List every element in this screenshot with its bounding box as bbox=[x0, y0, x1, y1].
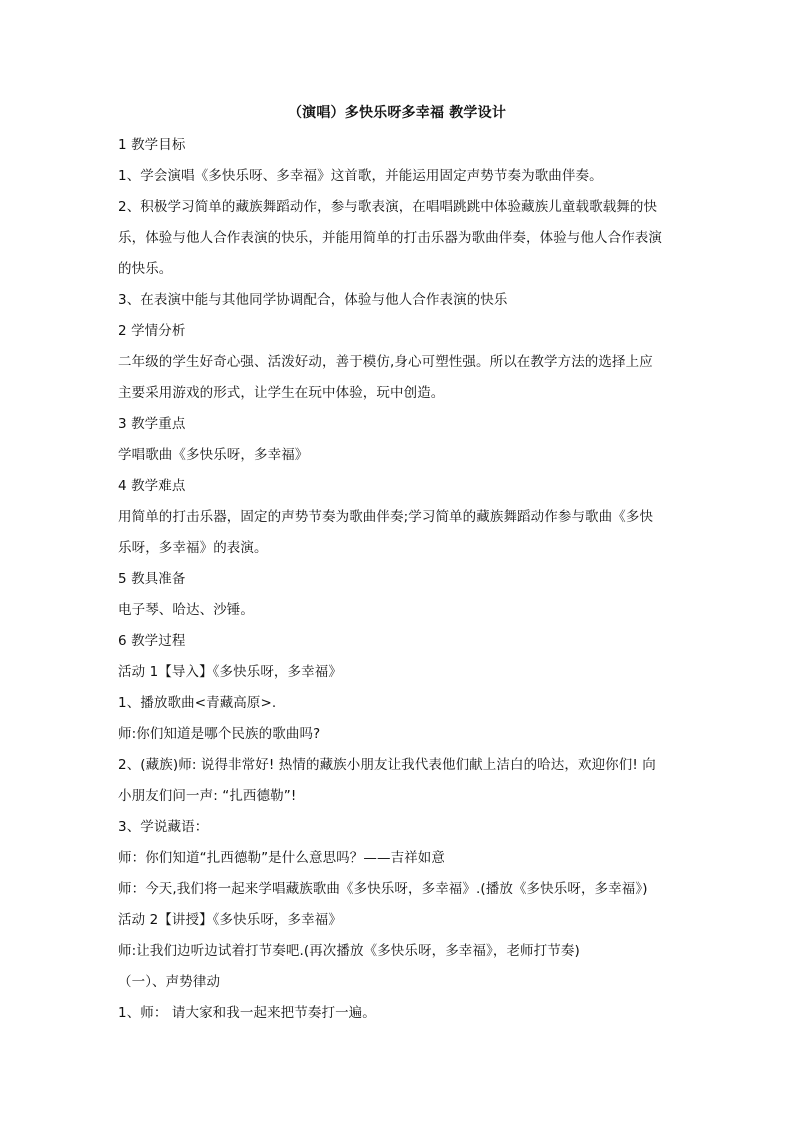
paragraph-line: 乐，体验与他人合作表演的快乐，并能用简单的打击乐器为歌曲伴奏，体验与他人合作表演 bbox=[118, 230, 662, 246]
section-heading-process: 6 教学过程 bbox=[118, 633, 186, 649]
section-heading-difficulties: 4 教学难点 bbox=[118, 478, 186, 494]
subsection-heading: （一）、声势律动 bbox=[118, 974, 221, 990]
activity-heading: 活动 1【导入】《多快乐呀，多幸福》 bbox=[118, 664, 342, 680]
paragraph-line: 主要采用游戏的形式，让学生在玩中体验，玩中创造。 bbox=[118, 385, 445, 401]
section-heading-analysis: 2 学情分析 bbox=[118, 323, 186, 339]
paragraph-line: 师:你们知道是哪个民族的歌曲吗? bbox=[118, 726, 321, 742]
paragraph-line: 3、在表演中能与其他同学协调配合，体验与他人合作表演的快乐 bbox=[118, 292, 508, 308]
paragraph-line: 学唱歌曲《多快乐呀，多幸福》 bbox=[118, 447, 309, 463]
paragraph-line: 师:让我们边听边试着打节奏吧.(再次播放《多快乐呀，多幸福》，老师打节奏) bbox=[118, 943, 580, 959]
activity-heading: 活动 2【讲授】《多快乐呀，多幸福》 bbox=[118, 912, 342, 928]
section-heading-objectives: 1 教学目标 bbox=[118, 137, 186, 153]
paragraph-line: 用简单的打击乐器，固定的声势节奏为歌曲伴奏;学习简单的藏族舞蹈动作参与歌曲《多快 bbox=[118, 509, 654, 525]
paragraph-line: 师：今天,我们将一起来学唱藏族歌曲《多快乐呀，多幸福》.(播放《多快乐呀，多幸福》) bbox=[118, 881, 648, 897]
section-heading-materials: 5 教具准备 bbox=[118, 571, 186, 587]
paragraph-line: 的快乐。 bbox=[118, 261, 173, 277]
paragraph-line: 1、学会演唱《多快乐呀、多幸福》这首歌，并能运用固定声势节奏为歌曲伴奏。 bbox=[118, 168, 603, 184]
paragraph-line: 乐呀，多幸福》的表演。 bbox=[118, 540, 268, 556]
section-heading-key-points: 3 教学重点 bbox=[118, 416, 186, 432]
paragraph-line: 二年级的学生好奇心强、活泼好动，善于模仿,身心可塑性强。所以在教学方法的选择上应 bbox=[118, 354, 653, 370]
paragraph-line: 2、(藏族)师: 说得非常好! 热情的藏族小朋友让我代表他们献上洁白的哈达，欢迎你们! 向 bbox=[118, 757, 656, 773]
paragraph-line: 师：你们知道“扎西德勒”是什么意思吗？——吉祥如意 bbox=[118, 850, 445, 866]
document-title: （演唱）多快乐呀多幸福 教学设计 bbox=[287, 105, 507, 121]
paragraph-line: 3、学说藏语： bbox=[118, 819, 209, 835]
paragraph-line: 小朋友们问一声: “扎西德勒”! bbox=[118, 788, 297, 804]
paragraph-line: 1、播放歌曲<青藏高原>. bbox=[118, 695, 277, 711]
paragraph-line: 电子琴、哈达、沙锤。 bbox=[118, 602, 254, 618]
paragraph-line: 1、师： 请大家和我一起来把节奏打一遍。 bbox=[118, 1005, 376, 1021]
paragraph-line: 2、积极学习简单的藏族舞蹈动作，参与歌表演，在唱唱跳跳中体验藏族儿童载歌载舞的快 bbox=[118, 199, 658, 215]
document-body bbox=[118, 130, 684, 1029]
